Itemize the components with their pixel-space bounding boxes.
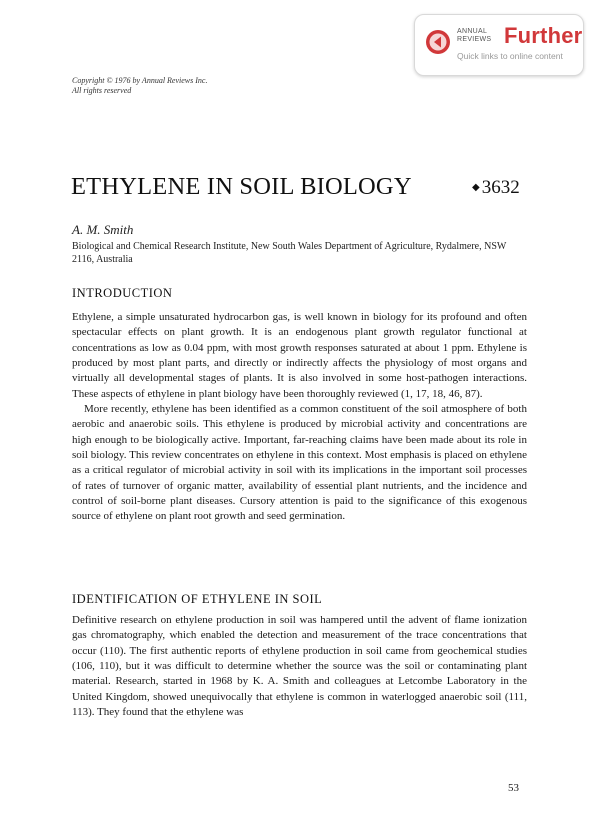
article-title: ETHYLENE IN SOIL BIOLOGY <box>71 173 412 200</box>
author-name: A. M. Smith <box>72 222 134 237</box>
paragraph: More recently, ethylene has been identified as a common constituent of the soil atmosphere of both aerobic and anaerobic soils. This ethylene is produced by microbial activity and concentrations are high enough to be biologically active. Important, far-reaching claims have been made about its role in soil biology. This review concentrates on ethylene in this context. Most emphasis is placed on ethylene as a critical regulator of microbial activity in soil with its implications in the important soil processes of rates of turnover of organic matter, availability of essential plant nutrients, and the incidence and control of soil-borne plant diseases. Cursory attention is paid to the significance of this exogenous source of ethylene on plant root growth and seed germination. <box>72 403 527 523</box>
further-label: Further <box>504 23 583 48</box>
section-heading-introduction: INTRODUCTION <box>72 286 173 300</box>
rights-line: All rights reserved <box>72 85 132 95</box>
further-badge[interactable] <box>414 14 584 76</box>
paragraph: Ethylene, a simple unsaturated hydrocarbon gas, is well known in biology for its profound and often spectacular effects on plant growth. It is an endogenous plant growth regulator functional at concentrations as low as 0.04 ppm, with most growth responses saturated at about 1 ppm. Ethylene is produced by most plant parts, and directly or indirectly affects the physiology of most organs and virtually all developmental stages of plants. It is also involved in some host-pathogen interactions. These aspects of ethylene in plant biology have been thoroughly reviewed (1, 17, 18, 46, 87). <box>72 311 527 400</box>
further-subtitle: Quick links to online content <box>457 51 563 61</box>
copyright-notice <box>72 76 207 95</box>
introduction-body <box>72 310 527 525</box>
page-number: 53 <box>508 782 519 794</box>
identification-body <box>72 613 527 720</box>
annual-reviews-label: ANNUAL REVIEWS <box>457 28 492 43</box>
article-code <box>472 177 520 199</box>
paragraph: Definitive research on ethylene production in soil was hampered until the advent of flame ionization gas chromatography, which enabled the detection and measurement of the trace concentrations that occur (110). The first authentic reports of ethylene production in soil came from geochemical studies (106, 110), but it was difficult to determine whether the source was the soil or contaminating plant material. Research, started in 1968 by K. A. Smith and colleagues at Letcombe Laboratory in the United Kingdom, showed unequivocally that ethylene is common in waterlogged anaerobic soil (111, 113). They found that the ethylene was <box>72 614 527 719</box>
annual-reviews-logo-icon <box>425 29 451 55</box>
author-affiliation: Biological and Chemical Research Institute, New South Wales Department of Agriculture, Rydalmere, NSW 2116, Australia <box>72 241 507 265</box>
article-code-number: 3632 <box>481 177 520 198</box>
diamond-icon: ◆ <box>472 182 480 193</box>
section-heading-identification: IDENTIFICATION OF ETHYLENE IN SOIL <box>72 592 323 606</box>
copyright-line: Copyright © 1976 by Annual Reviews Inc. <box>72 76 208 85</box>
